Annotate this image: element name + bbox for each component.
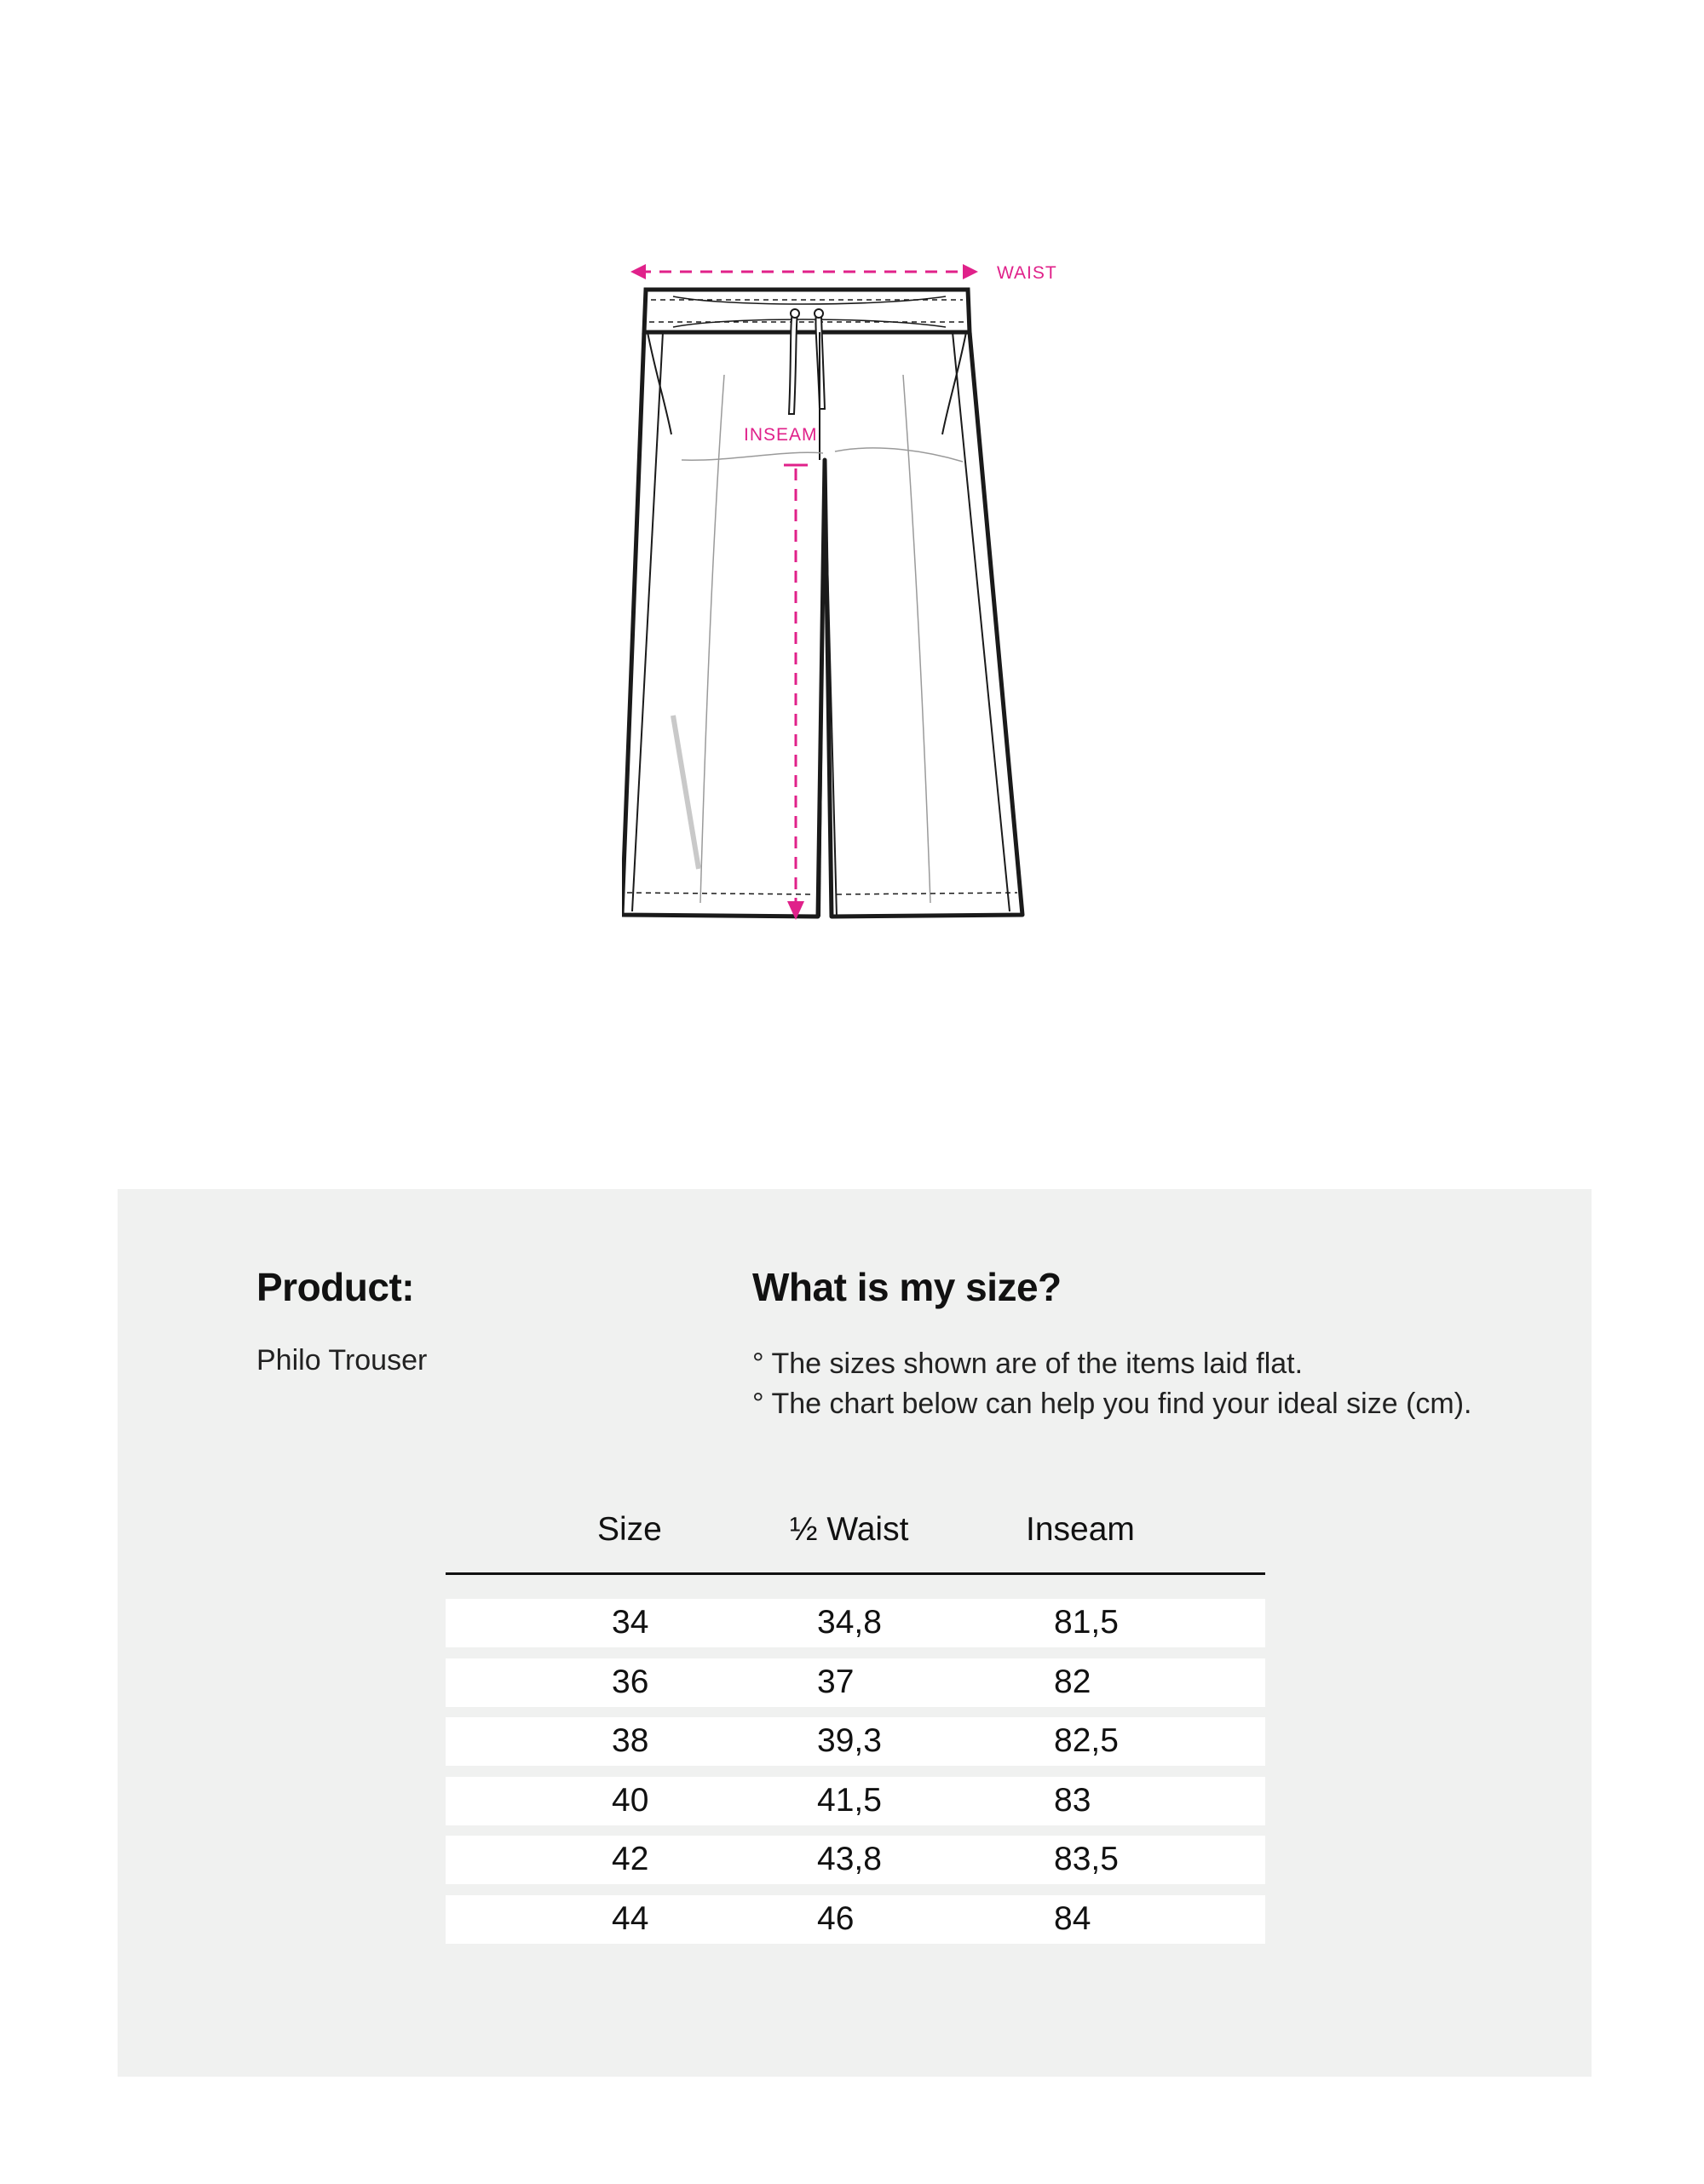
cell-half-waist: 39,3	[817, 1722, 882, 1759]
cell-inseam: 82	[1054, 1663, 1091, 1700]
cell-size: 34	[612, 1604, 649, 1641]
size-guide-heading: What is my size?	[752, 1265, 1062, 1309]
waist-label: WAIST	[997, 263, 1057, 283]
size-note: ° The chart below can help you find your ideal size (cm).	[752, 1384, 1472, 1424]
inseam-label: INSEAM	[744, 425, 818, 445]
table-row	[446, 1658, 1265, 1707]
cell-inseam: 81,5	[1054, 1604, 1119, 1641]
cell-half-waist: 37	[817, 1663, 855, 1700]
cell-size: 36	[612, 1663, 649, 1700]
header-half-waist: ½ Waist	[790, 1511, 909, 1548]
header-divider	[446, 1572, 1265, 1575]
header-size: Size	[597, 1511, 662, 1548]
table-row	[446, 1599, 1265, 1647]
table-header	[446, 1504, 1265, 1555]
cell-size: 44	[612, 1900, 649, 1937]
waist-arrow	[630, 264, 978, 279]
cell-size: 38	[612, 1722, 649, 1759]
size-table	[446, 1504, 1265, 1937]
header-inseam: Inseam	[1026, 1511, 1135, 1548]
trouser-diagram	[622, 239, 1099, 937]
cell-inseam: 83,5	[1054, 1841, 1119, 1877]
table-row	[446, 1717, 1265, 1766]
product-name: Philo Trouser	[256, 1344, 428, 1376]
trouser-illustration	[622, 239, 1099, 937]
cell-size: 40	[612, 1781, 649, 1819]
table-row	[446, 1836, 1265, 1884]
cell-half-waist: 34,8	[817, 1604, 882, 1641]
cell-size: 42	[612, 1841, 649, 1877]
waistband	[644, 290, 970, 332]
table-row	[446, 1777, 1265, 1825]
size-note: ° The sizes shown are of the items laid flat.	[752, 1344, 1472, 1384]
cell-half-waist: 46	[817, 1900, 855, 1937]
product-heading: Product:	[256, 1265, 415, 1309]
cell-inseam: 82,5	[1054, 1722, 1119, 1759]
size-notes	[752, 1344, 1472, 1424]
trouser-outline	[622, 332, 1022, 917]
cell-half-waist: 43,8	[817, 1841, 882, 1877]
inseam-arrow	[784, 465, 808, 920]
table-body	[446, 1599, 1265, 1954]
cell-half-waist: 41,5	[817, 1781, 882, 1819]
cell-inseam: 84	[1054, 1900, 1091, 1937]
size-info-panel	[118, 1189, 1592, 2077]
cell-inseam: 83	[1054, 1781, 1091, 1819]
table-row	[446, 1895, 1265, 1944]
